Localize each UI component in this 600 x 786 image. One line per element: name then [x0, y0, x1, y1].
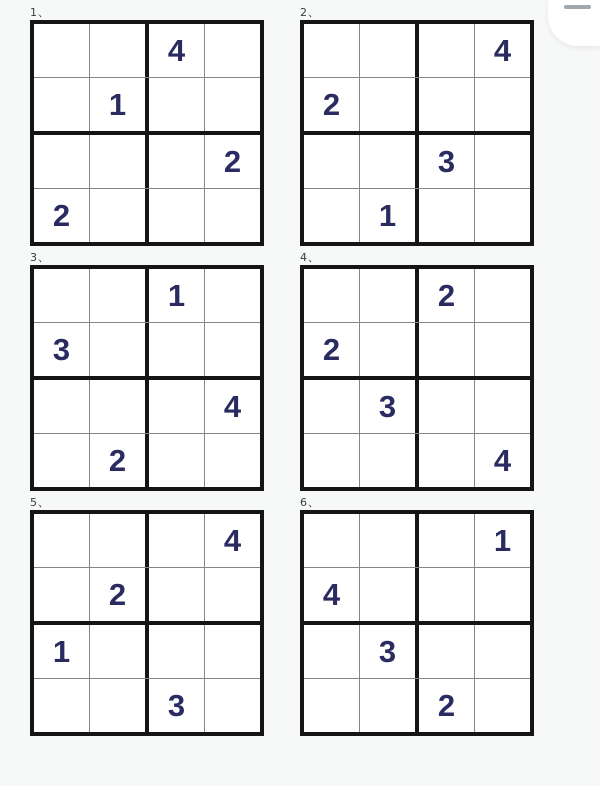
sudoku-cell: 2 [223, 143, 242, 179]
sudoku-cell: 1 [167, 277, 186, 313]
puzzle-label: 6、 [300, 496, 320, 509]
sudoku-cell [475, 189, 530, 242]
sudoku-grid [300, 510, 534, 736]
sudoku-puzzle-2 [300, 6, 534, 246]
sudoku-cell [149, 189, 204, 242]
sudoku-cell [34, 135, 89, 188]
sudoku-grid [30, 510, 264, 736]
sudoku-cell: 3 [167, 687, 186, 723]
sudoku-cell [34, 434, 89, 487]
sudoku-cell: 3 [378, 388, 397, 424]
sudoku-cell [475, 679, 530, 732]
sudoku-cell: 2 [108, 576, 127, 612]
sudoku-cell: 4 [493, 442, 512, 478]
sudoku-cell [149, 380, 204, 433]
sudoku-cell [475, 135, 530, 188]
sudoku-grid [30, 265, 264, 491]
puzzle-label: 5、 [30, 496, 50, 509]
sudoku-cell: 3 [378, 633, 397, 669]
sudoku-cell [90, 380, 145, 433]
sudoku-cell [34, 514, 89, 567]
sudoku-cell [90, 135, 145, 188]
sudoku-cell [304, 269, 359, 322]
sudoku-cell [360, 323, 415, 376]
sudoku-cell [34, 679, 89, 732]
sudoku-cell: 4 [223, 522, 242, 558]
sudoku-cell [475, 78, 530, 131]
sudoku-cell [419, 24, 474, 77]
sudoku-grid [300, 265, 534, 491]
sudoku-cell [205, 24, 260, 77]
sudoku-cell [34, 78, 89, 131]
sudoku-cell: 2 [322, 331, 341, 367]
sudoku-cell [419, 78, 474, 131]
sudoku-cell: 2 [437, 687, 456, 723]
sudoku-cell: 1 [493, 522, 512, 558]
sudoku-cell [360, 135, 415, 188]
sudoku-cell [304, 24, 359, 77]
sudoku-cell [419, 514, 474, 567]
sudoku-cell [304, 380, 359, 433]
sudoku-puzzle-6 [300, 496, 534, 736]
sudoku-cell [419, 380, 474, 433]
sudoku-cell [205, 78, 260, 131]
sudoku-cell: 4 [223, 388, 242, 424]
sudoku-cell [304, 625, 359, 678]
sudoku-cell [149, 514, 204, 567]
sudoku-cell: 2 [52, 197, 71, 233]
minimize-button[interactable] [548, 0, 600, 46]
sudoku-cell [149, 135, 204, 188]
puzzle-label: 3、 [30, 251, 50, 264]
sudoku-cell [360, 78, 415, 131]
sudoku-cell [205, 679, 260, 732]
sudoku-cell [149, 568, 204, 621]
sudoku-cell [205, 189, 260, 242]
sudoku-cell [205, 625, 260, 678]
sudoku-cell: 2 [322, 86, 341, 122]
sudoku-cell [304, 189, 359, 242]
sudoku-puzzle-3 [30, 251, 264, 491]
sudoku-cell [419, 189, 474, 242]
sudoku-cell [360, 568, 415, 621]
sudoku-cell [149, 323, 204, 376]
sudoku-puzzle-1 [30, 6, 264, 246]
sudoku-cell [90, 679, 145, 732]
sudoku-cell [90, 189, 145, 242]
sudoku-cell [34, 568, 89, 621]
minimize-dash-icon [564, 5, 591, 9]
sudoku-cell [360, 514, 415, 567]
sudoku-cell: 4 [322, 576, 341, 612]
sudoku-cell [419, 568, 474, 621]
sudoku-cell [360, 24, 415, 77]
puzzle-label: 1、 [30, 6, 50, 19]
sudoku-cell: 4 [167, 32, 186, 68]
sudoku-cell [90, 24, 145, 77]
sudoku-cell [149, 625, 204, 678]
sudoku-cell [90, 514, 145, 567]
sudoku-cell: 2 [437, 277, 456, 313]
sudoku-cell [304, 434, 359, 487]
sudoku-cell [475, 568, 530, 621]
sudoku-cell [90, 625, 145, 678]
sudoku-cell [360, 434, 415, 487]
sudoku-cell [205, 323, 260, 376]
sudoku-cell [419, 625, 474, 678]
sudoku-cell [475, 269, 530, 322]
sudoku-cell [34, 269, 89, 322]
sudoku-cell [90, 269, 145, 322]
sudoku-cell [475, 323, 530, 376]
sudoku-cell [149, 434, 204, 487]
sudoku-cell [360, 679, 415, 732]
sudoku-cell [34, 380, 89, 433]
sudoku-cell [475, 380, 530, 433]
puzzle-label: 4、 [300, 251, 320, 264]
sudoku-cell [419, 323, 474, 376]
sudoku-grid [30, 20, 264, 246]
sudoku-cell [205, 568, 260, 621]
sudoku-cell: 3 [52, 331, 71, 367]
sudoku-cell: 3 [437, 143, 456, 179]
sudoku-cell: 1 [378, 197, 397, 233]
sudoku-cell: 1 [52, 633, 71, 669]
sudoku-cell: 1 [108, 86, 127, 122]
sudoku-puzzle-4 [300, 251, 534, 491]
sudoku-cell [475, 625, 530, 678]
sudoku-cell [90, 323, 145, 376]
sudoku-puzzle-5 [30, 496, 264, 736]
sudoku-cell [304, 514, 359, 567]
sudoku-cell: 2 [108, 442, 127, 478]
sudoku-cell [205, 269, 260, 322]
sudoku-cell [149, 78, 204, 131]
sudoku-cell [34, 24, 89, 77]
sudoku-cell [304, 135, 359, 188]
sudoku-cell [419, 434, 474, 487]
sudoku-cell: 4 [493, 32, 512, 68]
puzzle-label: 2、 [300, 6, 320, 19]
sudoku-cell [205, 434, 260, 487]
sudoku-grid [300, 20, 534, 246]
sudoku-cell [360, 269, 415, 322]
sudoku-cell [304, 679, 359, 732]
